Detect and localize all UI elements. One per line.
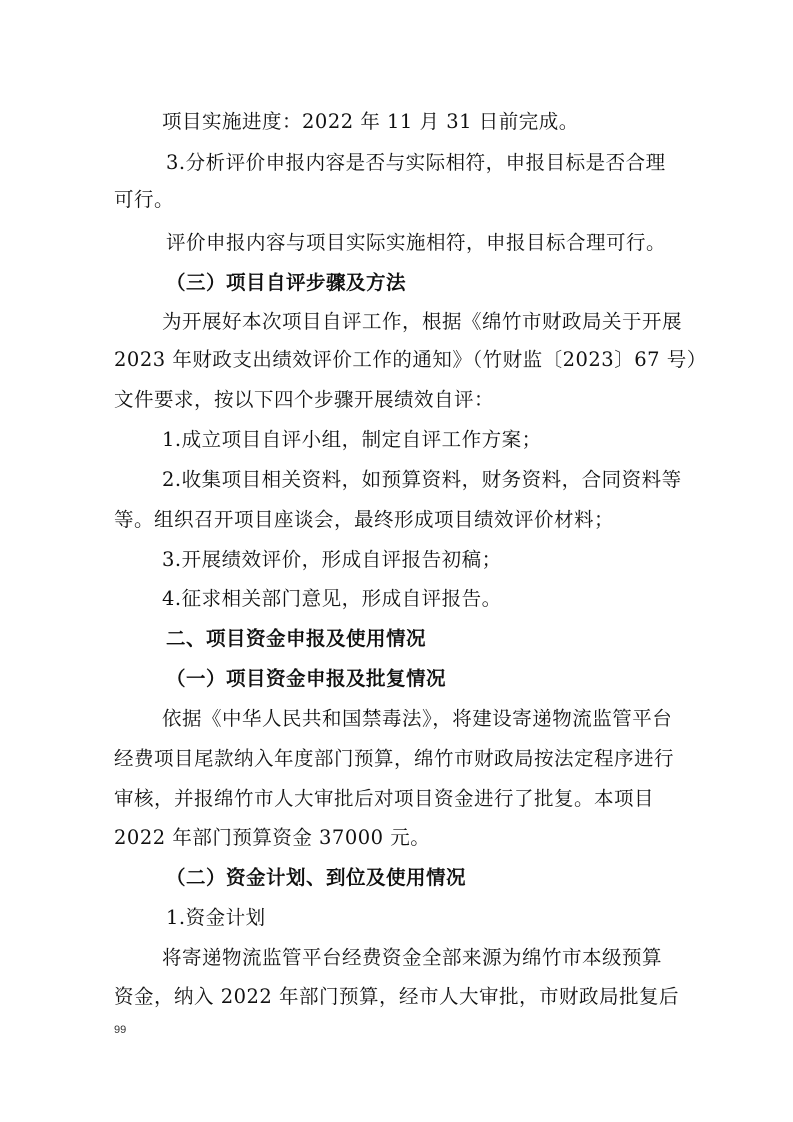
- paragraph-line-evaluation: 评价申报内容与项目实际实施相符，申报目标合理可行。: [166, 231, 667, 254]
- list-item-step-2: 2.收集项目相关资料，如预算资料，财务资料，合同资料等: [162, 468, 682, 491]
- paragraph-line-feasible: 可行。: [114, 188, 175, 211]
- paragraph-line-requirements: 文件要求，按以下四个步骤开展绩效自评：: [114, 388, 495, 411]
- subheading-fund-plan: 1.资金计划: [166, 906, 266, 929]
- paragraph-line-progress: 项目实施进度：2022 年 11 月 31 日前完成。: [162, 110, 579, 133]
- list-item-step-3: 3.开展绩效评价，形成自评报告初稿；: [162, 548, 502, 571]
- paragraph-line-notice: 2023 年财政支出绩效评价工作的通知》（竹财监〔2023〕67 号）: [114, 348, 707, 371]
- heading-fund-application: 二、项目资金申报及使用情况: [166, 627, 427, 650]
- paragraph-line-law-basis: 依据《中华人民共和国禁毒法》，将建设寄递物流监管平台: [162, 707, 673, 730]
- paragraph-line-work-basis: 为开展好本次项目自评工作，根据《绵竹市财政局关于开展: [162, 310, 683, 333]
- list-item-step-1: 1.成立项目自评小组，制定自评工作方案；: [162, 428, 542, 451]
- paragraph-line-fund-source: 将寄递物流监管平台经费资金全部来源为绵竹市本级预算: [162, 946, 663, 969]
- list-item-step-4: 4.征求相关部门意见，形成自评报告。: [162, 587, 502, 610]
- paragraph-line-budget: 经费项目尾款纳入年度部门预算，绵竹市财政局按法定程序进行: [114, 747, 675, 770]
- heading-fund-plan-usage: （二）资金计划、到位及使用情况: [166, 866, 467, 889]
- heading-self-evaluation-steps: （三）项目自评步骤及方法: [166, 271, 407, 294]
- heading-fund-approval: （一）项目资金申报及批复情况: [166, 667, 447, 690]
- page-number: 99: [114, 1024, 127, 1036]
- paragraph-line-budget-amount: 2022 年部门预算资金 37000 元。: [114, 826, 431, 849]
- paragraph-line-analysis: 3.分析评价申报内容是否与实际相符，申报目标是否合理: [166, 151, 666, 174]
- list-item-step-2-continued: 等。组织召开项目座谈会，最终形成项目绩效评价材料；: [114, 508, 615, 531]
- paragraph-line-fund-approval: 资金，纳入 2022 年部门预算，经市人大审批，市财政局批复后: [114, 985, 680, 1008]
- paragraph-line-approval: 审核，并报绵竹市人大审批后对项目资金进行了批复。本项目: [114, 787, 655, 810]
